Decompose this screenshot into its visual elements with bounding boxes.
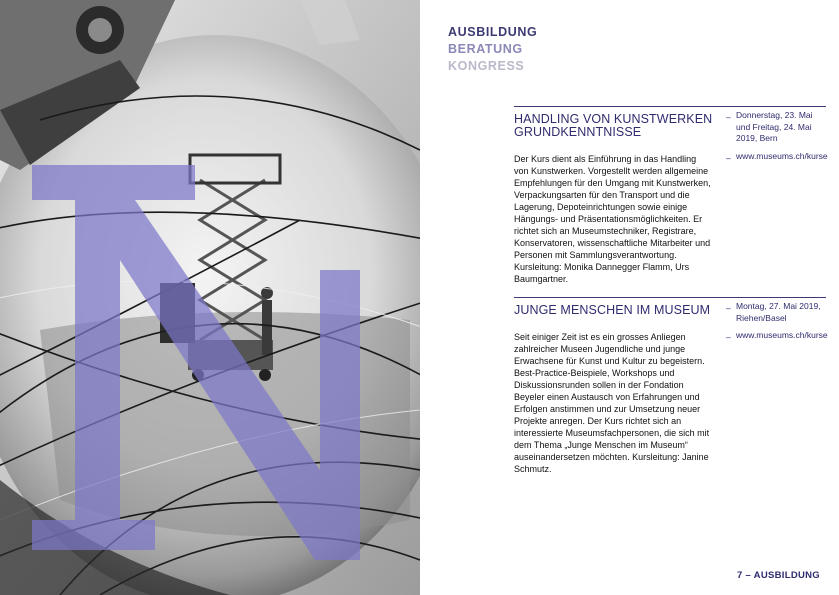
article-title: HANDLING VON KUNSTWERKEN GRUNDKENNTNISSE — [514, 112, 713, 139]
article-body — [514, 153, 712, 285]
divider — [514, 106, 826, 107]
nav-ausbildung[interactable]: AUSBILDUNG — [448, 25, 538, 39]
article-link[interactable]: – www.museums.ch/kurse — [726, 151, 826, 163]
article-body — [514, 331, 712, 475]
page-footer: 7 – AUSBILDUNG — [736, 570, 820, 581]
article-date: – Montag, 27. Mai 2019, Riehen/Basel — [726, 301, 826, 324]
article-text: Seit einiger Zeit ist es ein grosses Anliegen zahlreicher Museen Jugendliche und junge Erwachsene für Kunst und Kultur zu begeistern. Best-Practice-Beispiele, Workshops und Diskussionsrunden sollen in der Fondation Beyeler einen Austausch von Erfahrungen und Erfolgen anstimmen und zur Umsetzung neuer Projekte anregen. Der Kurs richtet sich an interessierte Museumsfachpersonen, die sich mit dem Thema „Junge Menschen im Museum“ auseinandersetzen möchten. Kursleitung: Janine Schmutz. — [514, 332, 710, 474]
right-page — [420, 0, 839, 595]
article-junge-menschen — [514, 297, 826, 475]
article-date: – Donnerstag, 23. Mai und Freitag, 24. Mai 2019, Bern — [726, 110, 826, 145]
section-nav — [448, 24, 537, 75]
nav-beratung[interactable]: BERATUNG — [448, 42, 523, 56]
article-title: JUNGE MENSCHEN IM MUSEUM — [514, 303, 711, 317]
article-link[interactable]: – www.museums.ch/kurse — [726, 330, 826, 342]
article-meta — [726, 110, 826, 168]
article-meta — [726, 301, 826, 348]
divider — [514, 297, 826, 298]
article-text: Der Kurs dient als Einführung in das Handling von Kunstwerken. Vorgestellt werden allgemeine Empfehlungen für den Umgang mit Kunstwerken, Verpackungsarten für den Transport und die Lagerung, Depoteinrichtungen sowie einige Hängungs- und Präsentationsmöglichkeiten. Er richtet sich an Museumstechniker, Registrare, Konservatoren, wissenschaftliche Mitarbeiter und Personen mit Sammlungsverantwortung. Kursleitung: Monika Dannegger Flamm, Urs Baumgartner. — [514, 154, 711, 284]
nav-kongress[interactable]: KONGRESS — [448, 59, 525, 73]
article-handling — [514, 106, 826, 285]
